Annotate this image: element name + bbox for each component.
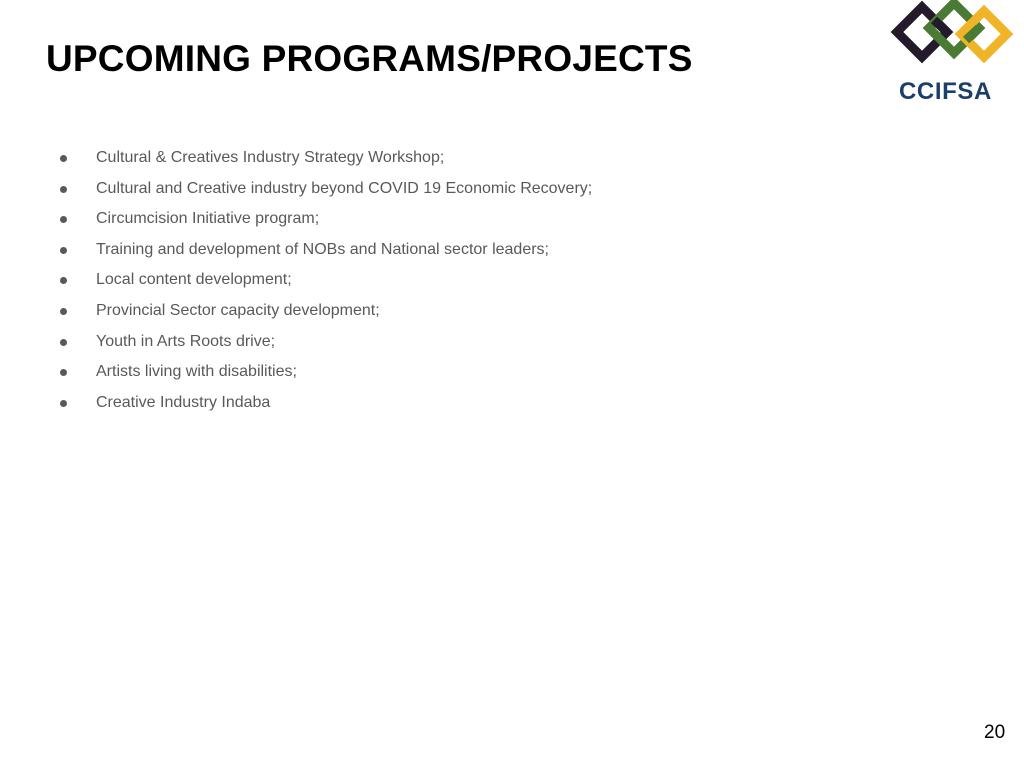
bullet-text: Youth in Arts Roots drive;: [96, 332, 276, 350]
diamond-emblem-icon: [890, 0, 1014, 78]
bullet-dot-icon: [60, 186, 67, 193]
bullet-dot-icon: [60, 308, 67, 315]
bullet-dot-icon: [60, 155, 67, 162]
page-number: 20: [984, 722, 1006, 743]
bullet-text: Provincial Sector capacity development;: [96, 301, 380, 319]
slide-title: UPCOMING PROGRAMS/PROJECTS: [46, 38, 693, 79]
bullet-text: Cultural and Creative industry beyond COVID 19 Economic Recovery;: [96, 179, 593, 197]
bullet-dot-icon: [60, 247, 67, 254]
bullet-dot-icon: [60, 277, 67, 284]
ccifsa-logo: [890, 0, 1014, 108]
bullet-text: Training and development of NOBs and National sector leaders;: [96, 240, 549, 258]
bullet-dot-icon: [60, 369, 67, 376]
bullet-text: Creative Industry Indaba: [96, 393, 271, 411]
bullet-text: Circumcision Initiative program;: [96, 210, 320, 228]
bullet-dot-icon: [60, 339, 67, 346]
bullet-text: Cultural & Creatives Industry Strategy Workshop;: [96, 149, 445, 166]
bullet-text: Local content development;: [96, 271, 292, 289]
bullet-dot-icon: [60, 216, 67, 223]
bullet-text: Artists living with disabilities;: [96, 363, 297, 381]
bullet-dot-icon: [60, 400, 67, 407]
logo-wordmark: CCIFSA: [899, 78, 992, 105]
